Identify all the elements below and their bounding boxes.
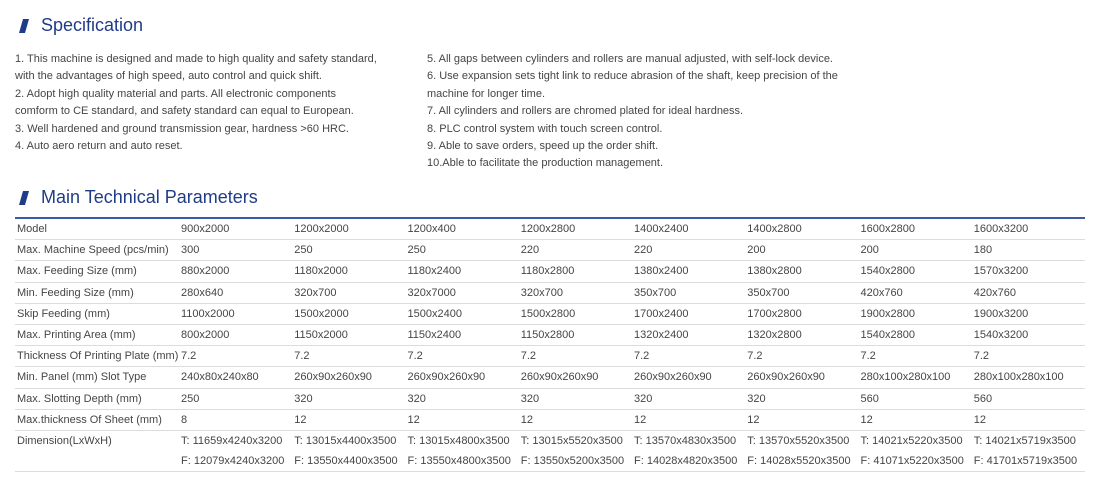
slash-bar-icon bbox=[17, 190, 33, 206]
table-cell: 12 bbox=[972, 409, 1085, 430]
table-cell: 250 bbox=[406, 240, 519, 261]
table-row bbox=[15, 388, 1085, 409]
table-cell: 320 bbox=[406, 388, 519, 409]
table-cell: T: 14021x5220x3500 bbox=[860, 434, 963, 447]
model-header-cell: 1200x2000 bbox=[292, 218, 405, 240]
table-cell: 1320x2800 bbox=[745, 324, 858, 345]
table-cell: 880x2000 bbox=[179, 261, 292, 282]
table-cell: 7.2 bbox=[632, 346, 745, 367]
specification-list-left bbox=[15, 51, 377, 155]
table-row bbox=[15, 346, 1085, 367]
table-cell: 280x100x280x100 bbox=[859, 367, 972, 388]
table-row bbox=[15, 282, 1085, 303]
table-cell: 350x700 bbox=[745, 282, 858, 303]
row-label: Max.thickness Of Sheet (mm) bbox=[15, 409, 179, 430]
table-cell: 1380x2400 bbox=[632, 261, 745, 282]
table-cell: 240x80x240x80 bbox=[179, 367, 292, 388]
table-cell: 1700x2400 bbox=[632, 303, 745, 324]
specification-line: 4. Auto aero return and auto reset. bbox=[15, 140, 183, 153]
table-cell: 1500x2400 bbox=[406, 303, 519, 324]
table-cell: F: 14028x4820x3500 bbox=[632, 451, 745, 472]
table-cell: 1500x2000 bbox=[292, 303, 405, 324]
table-row bbox=[15, 367, 1085, 388]
table-cell: 280x100x280x100 bbox=[972, 367, 1085, 388]
table-cell: 8 bbox=[179, 409, 292, 430]
table-cell: 1180x2400 bbox=[406, 261, 519, 282]
table-cell: 1320x2400 bbox=[632, 324, 745, 345]
table-cell: 7.2 bbox=[406, 346, 519, 367]
table-cell: 7.2 bbox=[179, 346, 292, 367]
table-cell: 220 bbox=[519, 240, 632, 261]
table-cell: 12 bbox=[632, 409, 745, 430]
table-row bbox=[15, 303, 1085, 324]
table-cell: T: 13570x4830x3500 bbox=[634, 434, 737, 447]
table-cell: 1700x2800 bbox=[745, 303, 858, 324]
table-cell: 320 bbox=[292, 388, 405, 409]
table-cell: 300 bbox=[179, 240, 292, 261]
table-cell: 180 bbox=[972, 240, 1085, 261]
table-cell: 260x90x260x90 bbox=[519, 367, 632, 388]
table-cell: F: 13550x4400x3500 bbox=[292, 451, 405, 472]
table-cell: 7.2 bbox=[972, 346, 1085, 367]
parameters-title: Main Technical Parameters bbox=[41, 187, 258, 207]
table-header-row bbox=[15, 218, 1085, 240]
specification-line: comform to CE standard, and safety standard can equal to European. bbox=[15, 105, 354, 118]
slash-bar-icon bbox=[17, 18, 33, 34]
specification-heading bbox=[17, 15, 143, 36]
table-cell: 420x760 bbox=[972, 282, 1085, 303]
row-label: Thickness Of Printing Plate (mm) bbox=[15, 346, 179, 367]
model-header-cell: 1400x2400 bbox=[632, 218, 745, 240]
model-header-cell: 1400x2800 bbox=[745, 218, 858, 240]
table-cell: T: 14021x5719x3500 bbox=[973, 434, 1076, 447]
table-cell: 12 bbox=[406, 409, 519, 430]
model-header-cell: 1200x2800 bbox=[519, 218, 632, 240]
parameters-heading bbox=[17, 187, 258, 208]
table-cell: 1500x2800 bbox=[519, 303, 632, 324]
model-header-cell: 1600x3200 bbox=[972, 218, 1085, 240]
table-cell: 1380x2800 bbox=[745, 261, 858, 282]
specification-title: Specification bbox=[41, 15, 144, 35]
table-cell: 280x640 bbox=[179, 282, 292, 303]
parameters-table-body bbox=[15, 240, 1085, 472]
table-cell: 1150x2400 bbox=[406, 324, 519, 345]
table-cell: 260x90x260x90 bbox=[745, 367, 858, 388]
table-cell: 220 bbox=[632, 240, 745, 261]
row-label: Max. Feeding Size (mm) bbox=[15, 261, 179, 282]
specification-line: 6. Use expansion sets tight link to reduce abrasion of the shaft, keep precision of the bbox=[427, 70, 838, 83]
table-cell: 7.2 bbox=[859, 346, 972, 367]
specification-line: 3. Well hardened and ground transmission gear, hardness >60 HRC. bbox=[15, 122, 349, 135]
table-cell: 7.2 bbox=[745, 346, 858, 367]
specification-line: 5. All gaps between cylinders and rollers are manual adjusted, with self-lock device. bbox=[427, 53, 833, 65]
row-label: Min. Feeding Size (mm) bbox=[15, 282, 179, 303]
table-row bbox=[15, 409, 1085, 430]
table-cell: 1900x3200 bbox=[972, 303, 1085, 324]
table-cell: 260x90x260x90 bbox=[292, 367, 405, 388]
table-cell: 1540x2800 bbox=[859, 261, 972, 282]
table-cell: 200 bbox=[745, 240, 858, 261]
table-cell: 320x7000 bbox=[406, 282, 519, 303]
row-label: Skip Feeding (mm) bbox=[15, 303, 179, 324]
specification-line: 9. Able to save orders, speed up the order shift. bbox=[427, 140, 659, 153]
table-cell: F: 13550x5200x3500 bbox=[519, 451, 632, 472]
row-label: Max. Slotting Depth (mm) bbox=[15, 388, 179, 409]
table-row bbox=[15, 324, 1085, 345]
table-cell: 1570x3200 bbox=[972, 261, 1085, 282]
model-header-cell: 1200x400 bbox=[406, 218, 519, 240]
table-cell: F: 41701x5719x3500 bbox=[972, 451, 1085, 472]
row-label bbox=[15, 451, 179, 472]
table-row bbox=[15, 451, 1085, 472]
table-cell: 1180x2000 bbox=[292, 261, 405, 282]
table-cell: T: 13015x4400x3500 bbox=[294, 434, 397, 447]
table-row bbox=[15, 240, 1085, 261]
table-cell: 200 bbox=[859, 240, 972, 261]
table-cell: 800x2000 bbox=[179, 324, 292, 345]
table-cell: F: 14028x5520x3500 bbox=[745, 451, 858, 472]
table-cell: 12 bbox=[519, 409, 632, 430]
specification-line: 7. All cylinders and rollers are chromed plated for ideal hardness. bbox=[427, 105, 744, 118]
table-cell: 350x700 bbox=[632, 282, 745, 303]
specification-line: 1. This machine is designed and made to high quality and safety standard, bbox=[15, 53, 377, 65]
table-cell: 12 bbox=[292, 409, 405, 430]
row-label: Max. Printing Area (mm) bbox=[15, 324, 179, 345]
model-header-cell: 1600x2800 bbox=[859, 218, 972, 240]
table-cell: 1900x2800 bbox=[859, 303, 972, 324]
parameters-table-header bbox=[15, 218, 1085, 240]
table-row bbox=[15, 430, 1085, 451]
specification-line: machine for longer time. bbox=[427, 87, 545, 100]
table-cell: 320x700 bbox=[519, 282, 632, 303]
table-cell: 320x700 bbox=[292, 282, 405, 303]
specification-line: with the advantages of high speed, auto control and quick shift. bbox=[15, 70, 322, 83]
table-cell: 420x760 bbox=[859, 282, 972, 303]
row-label: Dimension(LxWxH) bbox=[17, 434, 112, 447]
specification-list-right bbox=[427, 51, 838, 173]
table-cell: 320 bbox=[519, 388, 632, 409]
parameters-table bbox=[15, 217, 1085, 472]
table-cell: F: 13550x4800x3500 bbox=[406, 451, 519, 472]
table-cell: T: 13015x4800x3500 bbox=[407, 434, 510, 447]
table-cell: 260x90x260x90 bbox=[632, 367, 745, 388]
specification-line: 8. PLC control system with touch screen control. bbox=[427, 122, 663, 135]
specification-line: 10.Able to facilitate the production management. bbox=[427, 157, 664, 170]
table-cell: T: 13570x5520x3500 bbox=[747, 434, 850, 447]
table-cell: 12 bbox=[745, 409, 858, 430]
table-cell: 7.2 bbox=[519, 346, 632, 367]
table-cell: F: 41071x5220x3500 bbox=[859, 451, 972, 472]
table-cell: 1540x2800 bbox=[859, 324, 972, 345]
table-row bbox=[15, 261, 1085, 282]
table-cell: 250 bbox=[292, 240, 405, 261]
row-label: Model bbox=[15, 218, 179, 240]
table-cell: 1150x2800 bbox=[519, 324, 632, 345]
table-cell: 560 bbox=[859, 388, 972, 409]
table-cell: 7.2 bbox=[292, 346, 405, 367]
row-label: Min. Panel (mm) Slot Type bbox=[15, 367, 179, 388]
table-cell: 320 bbox=[745, 388, 858, 409]
table-cell: 1180x2800 bbox=[519, 261, 632, 282]
specification-line: 2. Adopt high quality material and parts. All electronic components bbox=[15, 87, 337, 100]
table-cell: T: 11659x4240x3200 bbox=[181, 434, 283, 447]
table-cell: F: 12079x4240x3200 bbox=[179, 451, 292, 472]
table-cell: 1150x2000 bbox=[292, 324, 405, 345]
table-cell: 320 bbox=[632, 388, 745, 409]
table-cell: 1100x2000 bbox=[179, 303, 292, 324]
table-cell: 260x90x260x90 bbox=[406, 367, 519, 388]
table-cell: 560 bbox=[972, 388, 1085, 409]
table-cell: T: 13015x5520x3500 bbox=[520, 434, 623, 447]
row-label: Max. Machine Speed (pcs/min) bbox=[15, 240, 179, 261]
table-cell: 250 bbox=[179, 388, 292, 409]
table-cell: 1540x3200 bbox=[972, 324, 1085, 345]
model-header-cell: 900x2000 bbox=[179, 218, 292, 240]
table-cell: 12 bbox=[859, 409, 972, 430]
